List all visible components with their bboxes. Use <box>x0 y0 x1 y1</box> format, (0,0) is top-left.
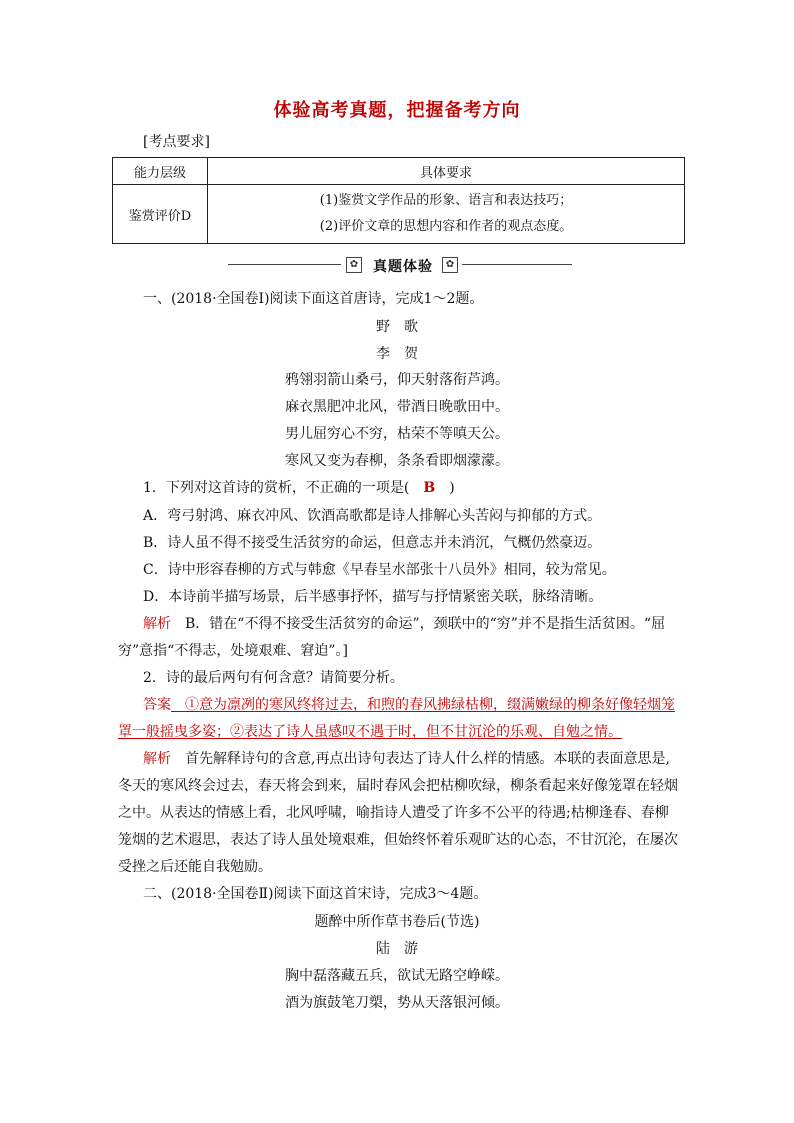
analysis-text: 首先解释诗句的含意,再点出诗句表达了诗人什么样的情感。本联的表面意思是, <box>171 751 670 767</box>
analysis-text: 受挫之后还能自我勉励。 <box>118 859 272 875</box>
table-header-requirements: 具体要求 <box>208 158 685 185</box>
answer-text: ①意为凛冽的寒风终将过去，和煦的春风拂绿枯柳，缀满嫩绿的柳条好像轻烟笼 <box>171 697 675 713</box>
requirement-item: (1)鉴赏文学作品的形象、语言和表达技巧； <box>319 193 573 208</box>
ornament-icon: ✿ <box>346 257 362 273</box>
answer-key: 答案 <box>143 697 171 713</box>
table-cell-level: 鉴赏评价D <box>113 185 208 244</box>
analysis-text: 笼烟的艺术遐思，表达了诗人虽处境艰难，但始终怀着乐观旷达的心态，不甘沉沦，在屡次 <box>118 832 678 848</box>
question-1-stem-end: ) <box>435 480 455 496</box>
analysis-2 <box>143 748 670 768</box>
divider-rule-left <box>228 264 341 265</box>
poem-line: 寒风又变为春柳，条条看即烟濛濛。 <box>285 453 509 469</box>
answer-text: 罩一般摇曳多姿；②表达了诗人虽感叹不遇于时，但不甘沉沦的乐观、自勉之情。 <box>118 724 622 740</box>
poem-author: 陆 游 <box>376 941 418 957</box>
poem-line: 男儿屈穷心不穷，枯荣不等嗔天公。 <box>285 426 509 442</box>
table-cell-requirements <box>208 185 685 244</box>
question-2: 2．诗的最后两句有何含意？请简要分析。 <box>143 670 404 686</box>
poem-title: 野 歌 <box>376 319 418 335</box>
analysis-key: 解析 <box>143 616 171 632</box>
option-a: A．弯弓射鸿、麻衣冲风、饮酒高歌都是诗人排解心头苦闷与抑郁的方式。 <box>143 508 602 524</box>
question-1-stem: 1．下列对这首诗的赏析，不正确的一项是( <box>143 480 424 496</box>
question-1 <box>143 477 455 497</box>
page-title: 体验高考真题，把握备考方向 <box>273 100 521 121</box>
ornament-icon: ✿ <box>442 257 458 273</box>
option-d: D．本诗前半描写场景，后半感事抒怀，描写与抒情紧密关联，脉络清晰。 <box>143 589 603 605</box>
option-b: B．诗人虽不得不接受生活贫穷的命运，但意志并未消沉，气概仍然豪迈。 <box>143 535 602 551</box>
poem-title: 题醉中所作草书卷后(节选) <box>314 914 480 930</box>
option-c: C．诗中形容春柳的方式与韩愈《早春呈水部张十八员外》相同，较为常见。 <box>143 562 616 578</box>
analysis-text: 冬天的寒风终会过去，春天将会到来，届时春风会把枯柳吹绿，柳条看起来好像笼罩在轻烟 <box>118 778 678 794</box>
analysis-text: 之中。从表达的情感上看，北风呼啸，喻指诗人遭受了许多不公平的待遇;枯柳逢春、春柳 <box>118 805 669 821</box>
answer-2 <box>143 694 675 714</box>
poem-line: 麻衣黑肥冲北风，带酒日晚歌田中。 <box>285 399 509 415</box>
poem-line: 胸中磊落藏五兵，欲试无路空峥嵘。 <box>285 968 509 984</box>
poem-line: 酒为旗鼓笔刀槊，势从天落银河倾。 <box>285 995 509 1011</box>
divider-rule-right <box>462 264 572 265</box>
section-divider <box>228 256 572 274</box>
requirements-label: [考点要求] <box>143 134 210 150</box>
poem-author: 李 贺 <box>376 346 418 362</box>
analysis-1 <box>143 613 665 633</box>
requirements-table <box>112 157 685 244</box>
question-1-answer: B <box>423 480 436 496</box>
section-divider-label: 真题体验 <box>373 259 433 275</box>
analysis-text: 穷”意指“不得志，处境艰难、窘迫”。] <box>118 643 348 659</box>
analysis-text: B．错在“不得不接受生活贫穷的命运”，颈联中的“穷”并不是指生活贫困。“屈 <box>171 616 666 632</box>
part1-intro: 一、(2018·全国卷Ⅰ)阅读下面这首唐诗，完成1～2题。 <box>143 291 484 307</box>
requirement-item: (2)评价文章的思想内容和作者的观点态度。 <box>319 219 573 234</box>
analysis-key: 解析 <box>143 751 171 767</box>
part2-intro: 二、(2018·全国卷Ⅱ)阅读下面这首宋诗，完成3～4题。 <box>143 886 488 902</box>
table-header-level: 能力层级 <box>113 158 208 185</box>
poem-line: 鸦翎羽箭山桑弓，仰天射落衔芦鸿。 <box>285 372 509 388</box>
